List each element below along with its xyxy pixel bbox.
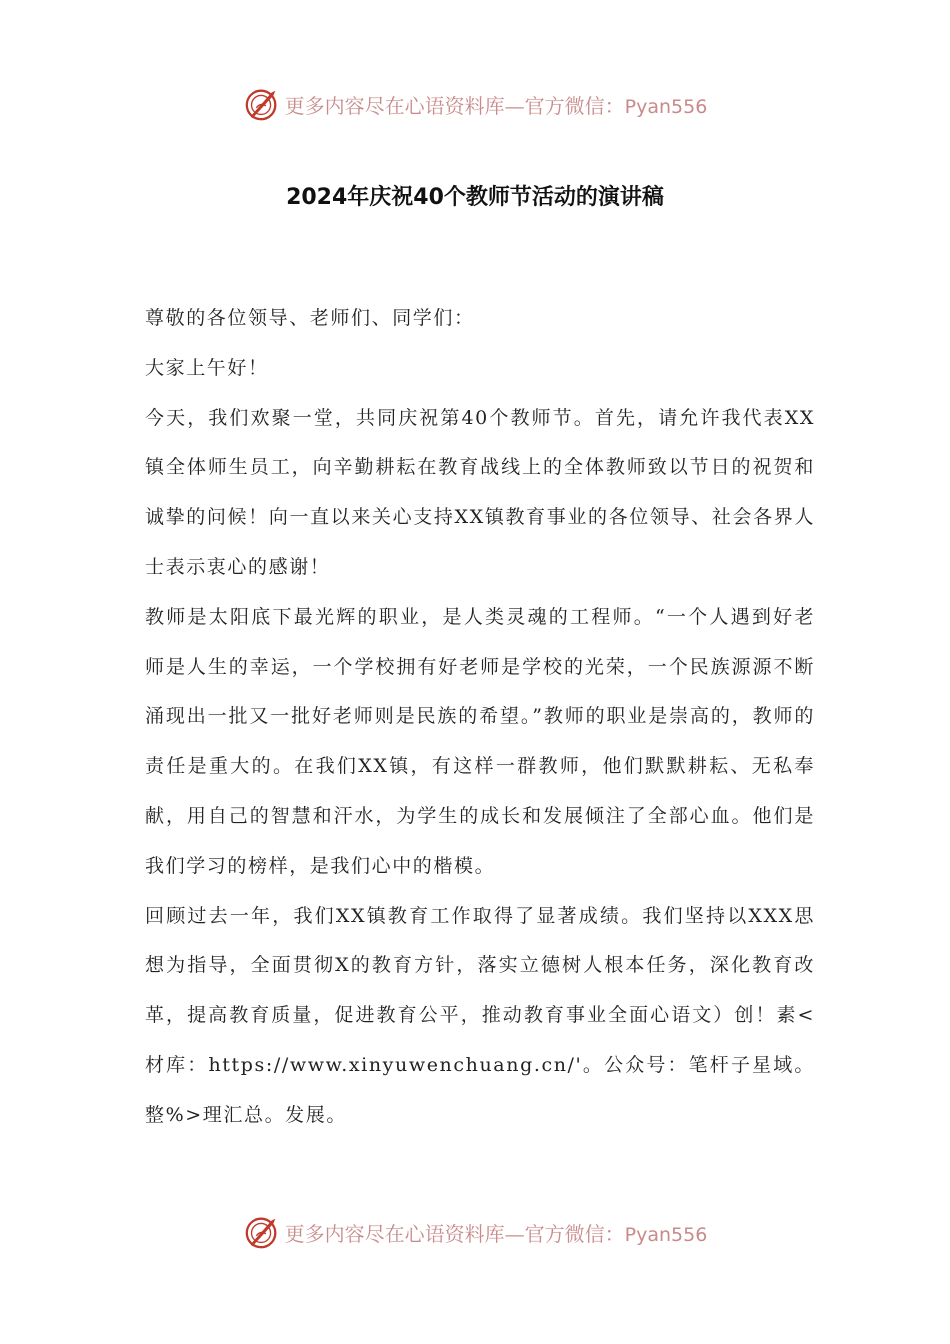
paragraph: 今天，我们欢聚一堂，共同庆祝第40个教师节。首先，请允许我代表XX镇全体师生员工，向辛勤耕耘在教育战线上的全体教师致以节日的祝贺和诚挚的问候！向一直以来关心支持XX镇教育事业的各位领导、社会各界人士表示衷心的感谢！: [145, 406, 815, 578]
paragraph: 大家上午好！: [145, 356, 269, 379]
footer-banner: [0, 1210, 950, 1254]
document-title: 2024年庆祝40个教师节活动的演讲稿: [286, 185, 664, 210]
paragraph: 回顾过去一年，我们XX镇教育工作取得了显著成绩。我们坚持以XXX思想为指导，全面贯彻X的教育方针，落实立德树人根本任务，深化教育改革，提高教育质量，促进教育公平，推动教育事业全面心语文）创！素<材库：https://www.xinyuwenchuang.cn/'。公众号：笔杆子星域。整%>理汇总。发展。: [145, 904, 815, 1126]
paragraph: 教师是太阳底下最光辉的职业，是人类灵魂的工程师。“一个人遇到好老师是人生的幸运，一个学校拥有好老师是学校的光荣，一个民族源源不断涌现出一批又一批好老师则是民族的希望。”教师的职业是崇高的，教师的责任是重大的。在我们XX镇，有这样一群教师，他们默默耕耘、无私奉献，用自己的智慧和汗水，为学生的成长和发展倾注了全部心血。他们是我们学习的榜样，是我们心中的楷模。: [145, 605, 815, 877]
header-banner-text: 更多内容尽在心语资料库—官方微信：Pyan556: [284, 93, 708, 118]
pen-logo-icon: [243, 85, 281, 123]
header-banner: [0, 82, 950, 126]
paragraph: 尊敬的各位领导、老师们、同学们：: [145, 307, 475, 329]
document-body: [145, 294, 815, 1141]
pen-logo-icon: [243, 1213, 281, 1251]
footer-banner-content: [243, 1213, 708, 1251]
header-banner-content: [243, 85, 708, 123]
footer-banner-text: 更多内容尽在心语资料库—官方微信：Pyan556: [284, 1221, 708, 1246]
